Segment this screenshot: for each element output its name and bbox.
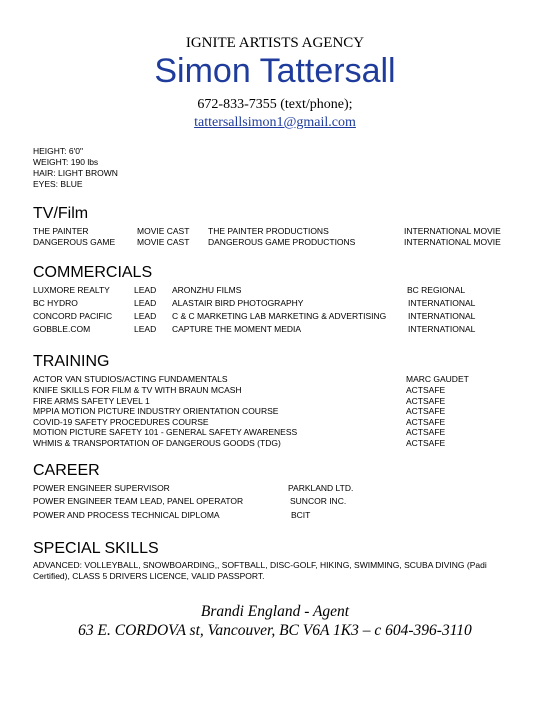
- training-course: FIRE ARMS SAFETY LEVEL 1: [33, 396, 150, 406]
- career-heading: CAREER: [33, 462, 100, 479]
- training-course: COVID-19 SAFETY PROCEDURES COURSE: [33, 417, 209, 427]
- skills-line: ADVANCED: VOLLEYBALL, SNOWBOARDING,, SOFTBALL, DISC-GOLF, HIKING, SWIMMING, SCUBA DIVING (Padi: [33, 560, 487, 570]
- commercial-production: C & C MARKETING LAB MARKETING & ADVERTISING: [172, 311, 387, 321]
- tvfilm-production: DANGEROUS GAME PRODUCTIONS: [208, 237, 356, 247]
- training-course: WHMIS & TRANSPORTATION OF DANGEROUS GOODS (TDG): [33, 438, 281, 448]
- commercial-region: BC REGIONAL: [407, 285, 466, 295]
- commercial-role: LEAD: [134, 311, 157, 321]
- commercial-region: INTERNATIONAL: [408, 324, 476, 334]
- commercial-production: CAPTURE THE MOMENT MEDIA: [172, 324, 302, 334]
- tvfilm-heading: TV/Film: [33, 205, 89, 222]
- training-course: KNIFE SKILLS FOR FILM & TV WITH BRAUN MCASH: [33, 385, 242, 395]
- tvfilm-title: THE PAINTER: [33, 226, 89, 236]
- training-course: MPPIA MOTION PICTURE INDUSTRY ORIENTATION COURSE: [33, 406, 279, 416]
- training-provider: ACTSAFE: [406, 438, 446, 448]
- email-link[interactable]: tattersallsimon1@gmail.com: [194, 115, 356, 130]
- career-employer: PARKLAND LTD.: [288, 483, 354, 493]
- career-employer: SUNCOR INC.: [290, 496, 347, 506]
- commercials-heading: COMMERCIALS: [33, 264, 153, 281]
- stat-hair: HAIR: LIGHT BROWN: [33, 168, 118, 178]
- training-heading: TRAINING: [33, 353, 110, 370]
- agent-address: 63 E. CORDOVA st, Vancouver, BC V6A 1K3 – c 604-396-3110: [78, 622, 472, 639]
- agency-name: IGNITE ARTISTS AGENCY: [185, 35, 365, 51]
- commercial-role: LEAD: [134, 324, 157, 334]
- training-provider: ACTSAFE: [406, 417, 446, 427]
- tvfilm-role: MOVIE CAST: [137, 226, 190, 236]
- commercial-production: ALASTAIR BIRD PHOTOGRAPHY: [172, 298, 304, 308]
- career-position: POWER ENGINEER TEAM LEAD, PANEL OPERATOR: [33, 496, 244, 506]
- commercial-production: ARONZHU FILMS: [172, 285, 242, 295]
- commercial-role: LEAD: [134, 285, 157, 295]
- tvfilm-type: INTERNATIONAL MOVIE: [404, 226, 501, 236]
- commercial-client: CONCORD PACIFIC: [33, 311, 113, 321]
- commercial-client: LUXMORE REALTY: [33, 285, 110, 295]
- training-provider: MARC GAUDET: [406, 374, 469, 384]
- agent-name: Brandi England - Agent: [200, 603, 350, 620]
- stat-eyes: EYES: BLUE: [33, 179, 83, 189]
- stat-weight: WEIGHT: 190 lbs: [33, 157, 99, 167]
- tvfilm-role: MOVIE CAST: [137, 237, 190, 247]
- training-course: ACTOR VAN STUDIOS/ACTING FUNDAMENTALS: [33, 374, 228, 384]
- career-employer: BCIT: [291, 510, 311, 520]
- tvfilm-title: DANGEROUS GAME: [33, 237, 116, 247]
- skills-heading: SPECIAL SKILLS: [33, 540, 159, 557]
- actor-name: Simon Tattersall: [154, 52, 396, 90]
- commercial-region: INTERNATIONAL: [408, 298, 476, 308]
- tvfilm-type: INTERNATIONAL MOVIE: [404, 237, 501, 247]
- training-provider: ACTSAFE: [406, 385, 446, 395]
- training-provider: ACTSAFE: [406, 427, 446, 437]
- tvfilm-production: THE PAINTER PRODUCTIONS: [208, 226, 329, 236]
- training-provider: ACTSAFE: [406, 396, 446, 406]
- training-provider: ACTSAFE: [406, 406, 446, 416]
- commercial-role: LEAD: [134, 298, 157, 308]
- commercial-client: GOBBLE.COM: [33, 324, 91, 334]
- commercial-client: BC HYDRO: [33, 298, 78, 308]
- training-course: MOTION PICTURE SAFETY 101 - GENERAL SAFETY AWARENESS: [33, 427, 298, 437]
- career-position: POWER ENGINEER SUPERVISOR: [33, 483, 170, 493]
- career-position: POWER AND PROCESS TECHNICAL DIPLOMA: [33, 510, 220, 520]
- skills-line: Certified), CLASS 5 DRIVERS LICENCE, VALID PASSPORT.: [33, 571, 265, 581]
- stat-height: HEIGHT: 6'0": [33, 146, 83, 156]
- commercial-region: INTERNATIONAL: [408, 311, 476, 321]
- phone-number: 672-833-7355 (text/phone);: [197, 97, 353, 112]
